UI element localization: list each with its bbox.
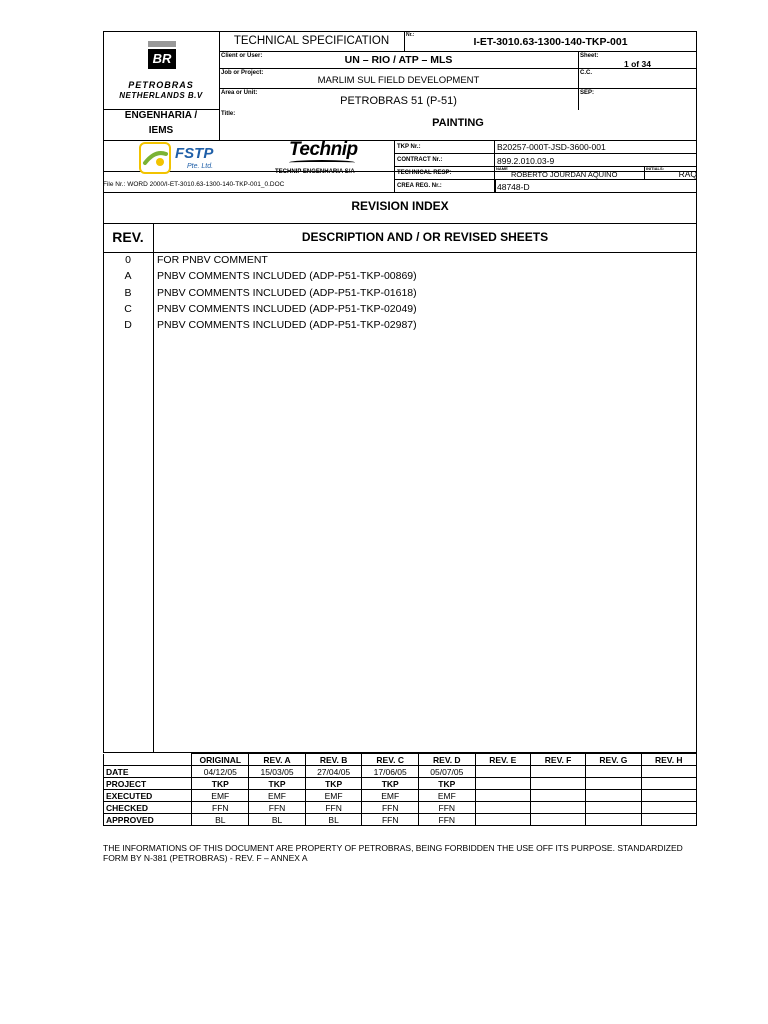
approval-row-project: [104, 778, 697, 790]
fstp-logo: [139, 142, 219, 176]
revision-row: [103, 254, 697, 270]
crea-value: 48748-D: [497, 182, 530, 192]
revision-description: FOR PNBV COMMENT: [157, 254, 268, 266]
approval-cell: [641, 814, 696, 826]
approval-cell: FFN: [192, 802, 249, 814]
approval-cell: FFN: [305, 802, 362, 814]
initials-value: RAQ: [678, 169, 697, 179]
approval-cell: TKP: [362, 778, 419, 790]
sep-label: SEP:: [580, 90, 595, 96]
revision-row: [103, 319, 697, 335]
approval-cell: FFN: [362, 802, 419, 814]
approval-cell: TKP: [249, 778, 306, 790]
sheet-value: 1 of 34: [624, 59, 651, 69]
approval-cell: BL: [305, 814, 362, 826]
fstp-emblem-icon: [139, 142, 171, 174]
revision-description: PNBV COMMENTS INCLUDED (ADP-P51-TKP-01618): [157, 286, 417, 299]
approval-column-header: REV. E: [475, 754, 530, 766]
approval-cell: EMF: [192, 790, 249, 802]
approval-cell: [475, 802, 530, 814]
approval-cell: FFN: [419, 802, 476, 814]
approval-cell: [586, 814, 641, 826]
approval-table: [103, 753, 697, 826]
petrobras-logo-mark: BR: [148, 49, 176, 69]
document-number: I-ET-3010.63-1300-140-TKP-001: [473, 36, 628, 48]
document-type: TECHNICAL SPECIFICATION: [233, 35, 390, 47]
approval-column-header: REV. H: [641, 754, 696, 766]
title-label: Title:: [221, 111, 236, 117]
document-title: PAINTING: [432, 117, 484, 129]
tech-resp-value: ROBERTO JOURDAN AQUINO: [511, 170, 618, 179]
revision-code: B: [124, 286, 132, 299]
sheet-label: Sheet:: [580, 53, 599, 59]
revision-code: D: [124, 319, 132, 332]
job-value: MARLIM SUL FIELD DEVELOPMENT: [317, 75, 480, 86]
revision-row: [103, 287, 697, 303]
approval-row-label: EXECUTED: [104, 790, 192, 802]
approval-cell: [586, 802, 641, 814]
file-number: File Nr.: WORD 2000/I-ET-3010.63-1300-140-TKP-001_0.DOC: [103, 181, 285, 188]
approval-column-header: REV. B: [305, 754, 362, 766]
approval-cell: FFN: [362, 814, 419, 826]
approval-cell: TKP: [192, 778, 249, 790]
approval-row-label: APPROVED: [104, 814, 192, 826]
approval-row-date: [104, 766, 697, 778]
approval-cell: [530, 814, 585, 826]
approval-cell: FFN: [249, 802, 306, 814]
approval-cell: TKP: [305, 778, 362, 790]
approval-cell: [641, 778, 696, 790]
approval-cell: FFN: [419, 814, 476, 826]
approval-cell: [586, 790, 641, 802]
approval-cell: [475, 814, 530, 826]
tkp-value: B20257-000T-JSD-3600-001: [497, 142, 606, 152]
initials-label: INITIALS:: [646, 166, 664, 171]
approval-cell: [530, 766, 585, 778]
client-value: UN – RIO / ATP – MLS: [344, 54, 453, 66]
revision-index-title: REVISION INDEX: [351, 199, 449, 213]
approval-cell: [475, 766, 530, 778]
approval-cell: [586, 778, 641, 790]
approval-row-checked: [104, 802, 697, 814]
approval-cell: BL: [249, 814, 306, 826]
approval-cell: [641, 802, 696, 814]
approval-row-label: PROJECT: [104, 778, 192, 790]
contract-value: 899.2.010.03-9: [497, 156, 555, 166]
approval-cell: 27/04/05: [305, 766, 362, 778]
approval-cell: EMF: [419, 790, 476, 802]
technip-logo: Technip: [289, 139, 358, 160]
revision-code: A: [124, 270, 132, 283]
petrobras-subsidiary: NETHERLANDS B.V: [119, 91, 203, 100]
contract-label: CONTRACT Nr.:: [397, 157, 443, 163]
approval-cell: 05/07/05: [419, 766, 476, 778]
department-line-2: IEMS: [148, 125, 174, 136]
client-label: Client or User:: [221, 53, 263, 59]
approval-row-executed: [104, 790, 697, 802]
approval-cell: [530, 778, 585, 790]
department-line-1: ENGENHARIA /: [124, 110, 198, 121]
approval-cell: [641, 790, 696, 802]
approval-row-label: DATE: [104, 766, 192, 778]
approval-cell: TKP: [419, 778, 476, 790]
approval-cell: BL: [192, 814, 249, 826]
area-label: Area or Unit:: [221, 90, 258, 96]
revision-rows: [103, 254, 697, 335]
approval-cell: [530, 802, 585, 814]
revision-code: 0: [125, 254, 131, 266]
description-column-header: DESCRIPTION AND / OR REVISED SHEETS: [301, 230, 549, 244]
approval-row-label: CHECKED: [104, 802, 192, 814]
approval-column-header: REV. G: [586, 754, 641, 766]
approval-column-header: ORIGINAL: [192, 754, 249, 766]
technip-company: TECHNIP ENGENHARIA S/A: [275, 169, 355, 175]
name-label: NAME: [496, 166, 508, 171]
revision-row: [103, 303, 697, 319]
job-label: Job or Project:: [221, 70, 264, 76]
cc-label: C.C.: [580, 70, 592, 76]
tkp-label: TKP Nr.:: [397, 144, 421, 150]
approval-cell: [530, 790, 585, 802]
approval-cell: [475, 778, 530, 790]
revision-code: C: [124, 302, 132, 315]
approval-cell: [641, 766, 696, 778]
tech-resp-label: TECHNICAL RESP:: [397, 170, 452, 176]
area-value: PETROBRAS 51 (P-51): [340, 95, 457, 107]
approval-cell: 17/06/05: [362, 766, 419, 778]
approval-cell: 04/12/05: [192, 766, 249, 778]
revision-row: [103, 270, 697, 286]
approval-cell: EMF: [249, 790, 306, 802]
approval-column-header: REV. A: [249, 754, 306, 766]
revision-description: PNBV COMMENTS INCLUDED (ADP-P51-TKP-02049): [157, 302, 417, 315]
approval-header-row: [104, 754, 697, 766]
approval-row-approved: [104, 814, 697, 826]
approval-cell: [475, 790, 530, 802]
approval-cell: [586, 766, 641, 778]
approval-column-header: REV. F: [530, 754, 585, 766]
technip-swoosh: [289, 160, 355, 165]
nr-label: Nr.:: [406, 32, 415, 38]
fstp-subtitle: Pte. Ltd.: [187, 163, 214, 170]
petrobras-logo: [147, 41, 177, 71]
approval-cell: EMF: [362, 790, 419, 802]
approval-cell: EMF: [305, 790, 362, 802]
approval-cell: 15/03/05: [249, 766, 306, 778]
revision-description: PNBV COMMENTS INCLUDED (ADP-P51-TKP-02987): [157, 319, 417, 332]
petrobras-name: PETROBRAS: [128, 80, 194, 90]
footer-notice: THE INFORMATIONS OF THIS DOCUMENT ARE PROPERTY OF PETROBRAS, BEING FORBIDDEN THE USE OFF ITS PURPOSE. STANDARDIZED FORM BY N-381 (PETROBRAS) - REV. F – ANNEX A: [103, 843, 683, 863]
approval-column-header: REV. C: [362, 754, 419, 766]
rev-column-header: REV.: [112, 229, 144, 245]
revision-description: PNBV COMMENTS INCLUDED (ADP-P51-TKP-00869): [157, 270, 417, 283]
approval-column-header: REV. D: [419, 754, 476, 766]
crea-label: CREA REG. Nr.:: [397, 183, 442, 189]
fstp-name: FSTP: [175, 145, 214, 162]
